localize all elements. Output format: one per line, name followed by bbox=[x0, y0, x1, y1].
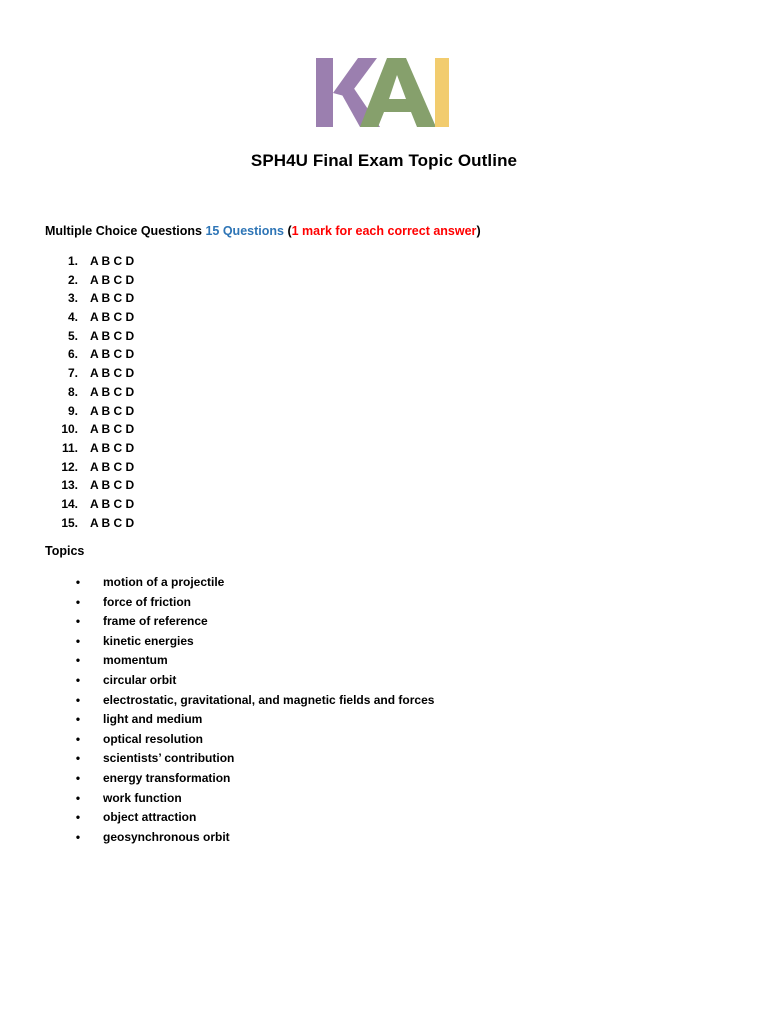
mcq-number: 14. bbox=[61, 496, 78, 511]
topic-item bbox=[45, 593, 434, 613]
mcq-number: 7. bbox=[67, 366, 78, 381]
topic-label: momentum bbox=[103, 653, 168, 668]
topic-item bbox=[45, 789, 434, 809]
mcq-item bbox=[45, 383, 134, 402]
topic-label: work function bbox=[103, 790, 182, 805]
mcq-number: 15. bbox=[61, 515, 78, 530]
topic-label: kinetic energies bbox=[103, 633, 194, 648]
mcq-item bbox=[45, 402, 134, 421]
topic-item bbox=[45, 632, 434, 652]
bullet-icon bbox=[45, 789, 103, 809]
bullet-icon bbox=[45, 573, 103, 593]
mcq-item bbox=[45, 308, 134, 327]
mcq-options: A B C D bbox=[90, 496, 135, 511]
mcq-number: 13. bbox=[61, 478, 78, 493]
topic-label: circular orbit bbox=[103, 672, 177, 687]
mcq-options: A B C D bbox=[90, 366, 135, 381]
mcq-options: A B C D bbox=[90, 291, 135, 306]
topic-item bbox=[45, 573, 434, 593]
mcq-item bbox=[45, 420, 134, 439]
mcq-item bbox=[45, 271, 134, 290]
topic-item bbox=[45, 769, 434, 789]
mcq-marks: 1 mark for each correct answer bbox=[291, 224, 477, 238]
bullet-icon bbox=[45, 710, 103, 730]
topics-heading: Topics bbox=[45, 544, 85, 558]
mcq-number: 8. bbox=[67, 384, 78, 399]
topic-label: optical resolution bbox=[103, 731, 204, 746]
mcq-number: 11. bbox=[61, 440, 78, 455]
bullet-icon bbox=[45, 828, 103, 848]
topic-item bbox=[45, 612, 434, 632]
mcq-item bbox=[45, 364, 134, 383]
topic-item bbox=[45, 651, 434, 671]
mcq-number: 12. bbox=[61, 459, 78, 474]
mcq-options: A B C D bbox=[90, 328, 135, 343]
topic-label: light and medium bbox=[103, 712, 203, 727]
mcq-list bbox=[45, 252, 134, 532]
mcq-options: A B C D bbox=[90, 422, 135, 437]
bullet-icon bbox=[45, 632, 103, 652]
topic-label: geosynchronous orbit bbox=[103, 829, 230, 844]
topic-label: motion of a projectile bbox=[103, 575, 225, 589]
mcq-item bbox=[45, 439, 134, 458]
bullet-icon bbox=[45, 651, 103, 671]
bullet-icon bbox=[45, 808, 103, 828]
mcq-options: A B C D bbox=[90, 403, 135, 418]
topic-label: electrostatic, gravitational, and magnetic fields and forces bbox=[103, 692, 435, 707]
mcq-number: 3. bbox=[67, 291, 78, 306]
topic-item bbox=[45, 710, 434, 730]
mcq-heading bbox=[45, 224, 481, 238]
page-title: SPH4U Final Exam Topic Outline bbox=[250, 151, 518, 170]
mcq-options: A B C D bbox=[90, 310, 135, 325]
mcq-count: 15 Questions bbox=[205, 224, 284, 238]
mcq-options: A B C D bbox=[90, 254, 135, 268]
mcq-item bbox=[45, 514, 134, 533]
mcq-label: Multiple Choice Questions bbox=[45, 224, 202, 238]
mcq-item bbox=[45, 345, 134, 364]
bullet-icon bbox=[45, 730, 103, 750]
topic-label: energy transformation bbox=[103, 770, 231, 785]
mcq-number: 9. bbox=[67, 403, 78, 418]
mcq-item bbox=[45, 327, 134, 346]
bullet-icon bbox=[45, 749, 103, 769]
topic-label: scientists’ contribution bbox=[103, 751, 235, 766]
mcq-options: A B C D bbox=[90, 459, 135, 474]
kai-logo bbox=[314, 57, 452, 127]
mcq-number: 4. bbox=[67, 310, 78, 325]
mcq-options: A B C D bbox=[90, 478, 135, 493]
mcq-number: 5. bbox=[67, 328, 78, 343]
bullet-icon bbox=[45, 612, 103, 632]
bullet-icon bbox=[45, 671, 103, 691]
mcq-number: 10. bbox=[61, 422, 78, 437]
mcq-item bbox=[45, 495, 134, 514]
topic-item bbox=[45, 828, 434, 848]
mcq-number: 2. bbox=[67, 272, 78, 287]
mcq-options: A B C D bbox=[90, 384, 135, 399]
topic-list bbox=[45, 573, 434, 847]
topic-label: force of friction bbox=[103, 594, 192, 609]
mcq-paren-close: ) bbox=[476, 224, 481, 238]
mcq-number: 6. bbox=[67, 347, 78, 362]
topic-label: object attraction bbox=[103, 810, 197, 825]
topic-item bbox=[45, 671, 434, 691]
mcq-item bbox=[45, 476, 134, 495]
mcq-options: A B C D bbox=[90, 515, 135, 530]
topic-label: frame of reference bbox=[103, 614, 208, 629]
logo-letter-i bbox=[435, 58, 449, 127]
bullet-icon bbox=[45, 691, 103, 711]
mcq-options: A B C D bbox=[90, 440, 135, 455]
mcq-item bbox=[45, 252, 134, 271]
mcq-options: A B C D bbox=[90, 347, 135, 362]
bullet-icon bbox=[45, 593, 103, 613]
topic-item bbox=[45, 730, 434, 750]
mcq-number: 1. bbox=[67, 254, 78, 268]
mcq-item bbox=[45, 458, 134, 477]
mcq-paren-open: ( bbox=[287, 224, 292, 238]
mcq-item bbox=[45, 289, 134, 308]
topic-item bbox=[45, 808, 434, 828]
mcq-options: A B C D bbox=[90, 272, 135, 287]
topic-item bbox=[45, 749, 434, 769]
bullet-icon bbox=[45, 769, 103, 789]
topic-item bbox=[45, 691, 434, 711]
